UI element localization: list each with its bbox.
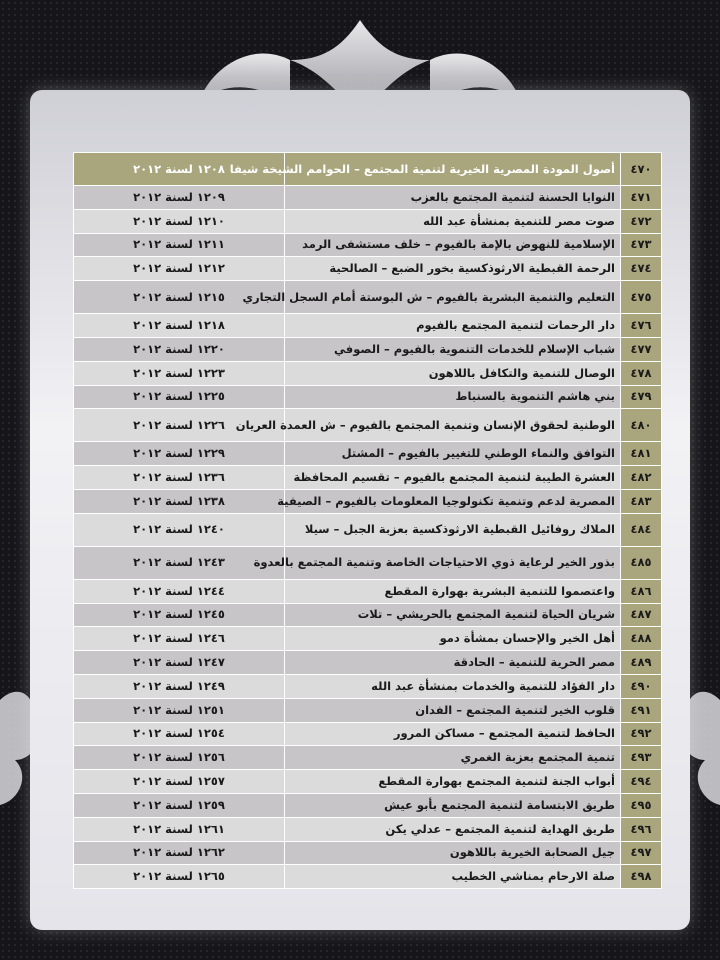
row-number: ٤٧٠ (621, 153, 662, 186)
organization-name: دار الرحمات لتنمية المجتمع بالفيوم (285, 314, 621, 338)
registration-number: ١٢٦٥ لسنة ٢٠١٢ (74, 865, 285, 889)
registration-number: ١٢١٠ لسنة ٢٠١٢ (74, 209, 285, 233)
organization-name: شريان الحياة لتنمية المجتمع بالحريشي – تلات (285, 603, 621, 627)
table-row (74, 674, 662, 698)
table-row (74, 627, 662, 651)
organization-name: الإسلامية للنهوض بالإمة بالفيوم – خلف مستشفى الرمد (285, 233, 621, 257)
table-row (74, 746, 662, 770)
registration-number: ١٢٠٩ لسنة ٢٠١٢ (74, 186, 285, 210)
registration-number: ١٢٤٣ لسنة ٢٠١٢ (74, 546, 285, 579)
registration-number: ١٢٣٨ لسنة ٢٠١٢ (74, 489, 285, 513)
registration-number: ١٢١٨ لسنة ٢٠١٢ (74, 314, 285, 338)
table-row (74, 603, 662, 627)
registration-number: ١٢٠٨ لسنة ٢٠١٢ (74, 153, 285, 186)
organization-name: التعليم والتنمية البشرية بالفيوم – ش البوستة أمام السجل التجاري (285, 281, 621, 314)
row-number: ٤٧٣ (621, 233, 662, 257)
registration-number: ١٢٦١ لسنة ٢٠١٢ (74, 817, 285, 841)
row-number: ٤٧٤ (621, 257, 662, 281)
organization-name: تنمية المجتمع بعزبة الغمري (285, 746, 621, 770)
registration-number: ١٢١٥ لسنة ٢٠١٢ (74, 281, 285, 314)
row-number: ٤٧٨ (621, 361, 662, 385)
table-row (74, 865, 662, 889)
row-number: ٤٧٧ (621, 337, 662, 361)
registration-number: ١٢٤٧ لسنة ٢٠١٢ (74, 651, 285, 675)
row-number: ٤٩٢ (621, 722, 662, 746)
row-number: ٤٧٦ (621, 314, 662, 338)
registration-number: ١٢١١ لسنة ٢٠١٢ (74, 233, 285, 257)
table-row (74, 651, 662, 675)
organization-name: طريق الابتسامة لتنمية المجتمع بأبو عيش (285, 793, 621, 817)
row-number: ٤٨٠ (621, 409, 662, 442)
registration-number: ١٢٢٥ لسنة ٢٠١٢ (74, 385, 285, 409)
table-row (74, 489, 662, 513)
row-number: ٤٩١ (621, 698, 662, 722)
row-number: ٤٨٨ (621, 627, 662, 651)
table-row (74, 817, 662, 841)
table-row (74, 546, 662, 579)
table-row (74, 257, 662, 281)
organization-name: دار الفؤاد للتنمية والخدمات بمنشأة عبد الله (285, 674, 621, 698)
organization-name: صلة الارحام بمناشي الخطيب (285, 865, 621, 889)
table-row (74, 442, 662, 466)
table-row (74, 698, 662, 722)
organization-name: مصر الحرية للتنمية – الحادقة (285, 651, 621, 675)
organization-name: أصول المودة المصرية الخيرية لتنمية المجتمع – الحوامم الشيخة شيفا (285, 153, 621, 186)
organizations-table (73, 152, 662, 889)
organization-name: الحافظ لتنمية المجتمع – مساكن المرور (285, 722, 621, 746)
organization-name: الملاك روفائيل القبطية الارثوذكسية بعزبة الجبل – سيلا (285, 513, 621, 546)
row-number: ٤٨٥ (621, 546, 662, 579)
organization-name: العشرة الطيبة لتنمية المجتمع بالفيوم – تقسيم المحافظة (285, 466, 621, 490)
row-number: ٤٧١ (621, 186, 662, 210)
registration-number: ١٢٢٣ لسنة ٢٠١٢ (74, 361, 285, 385)
table-row (74, 153, 662, 186)
registration-number: ١٢٢٩ لسنة ٢٠١٢ (74, 442, 285, 466)
registration-number: ١٢٥٧ لسنة ٢٠١٢ (74, 770, 285, 794)
table-row (74, 186, 662, 210)
organization-name: الرحمة القبطية الارثوذكسية بخور الضبع – الصالحية (285, 257, 621, 281)
table-row (74, 281, 662, 314)
organization-name: أبواب الجنة لتنمية المجتمع بهوارة المقطع (285, 770, 621, 794)
row-number: ٤٩٨ (621, 865, 662, 889)
table-row (74, 361, 662, 385)
row-number: ٤٧٢ (621, 209, 662, 233)
table-row (74, 579, 662, 603)
table-row (74, 209, 662, 233)
organization-name: بني هاشم التنموية بالسنباط (285, 385, 621, 409)
registration-number: ١٢١٢ لسنة ٢٠١٢ (74, 257, 285, 281)
row-number: ٤٨٢ (621, 466, 662, 490)
organization-name: قلوب الخير لتنمية المجتمع – الفدان (285, 698, 621, 722)
organization-name: أهل الخير والإحسان بمشأة دمو (285, 627, 621, 651)
row-number: ٤٨٣ (621, 489, 662, 513)
organization-name: بذور الخير لرعاية ذوي الاحتياجات الخاصة وتنمية المجتمع بالعدوة (285, 546, 621, 579)
organization-name: شباب الإسلام للخدمات التنموية بالفيوم – الصوفي (285, 337, 621, 361)
row-number: ٤٨٧ (621, 603, 662, 627)
row-number: ٤٧٩ (621, 385, 662, 409)
row-number: ٤٨١ (621, 442, 662, 466)
registration-number: ١٢٤٥ لسنة ٢٠١٢ (74, 603, 285, 627)
table-row (74, 793, 662, 817)
table-row (74, 337, 662, 361)
organization-name: صوت مصر للتنمية بمنشأة عبد الله (285, 209, 621, 233)
organization-name: التوافق والنماء الوطني للتغيير بالفيوم – المشتل (285, 442, 621, 466)
registration-number: ١٢٣٦ لسنة ٢٠١٢ (74, 466, 285, 490)
table-row (74, 385, 662, 409)
registration-number: ١٢٤٤ لسنة ٢٠١٢ (74, 579, 285, 603)
registration-number: ١٢٥٤ لسنة ٢٠١٢ (74, 722, 285, 746)
table-row (74, 409, 662, 442)
registration-number: ١٢٤٠ لسنة ٢٠١٢ (74, 513, 285, 546)
table-row (74, 233, 662, 257)
row-number: ٤٩٧ (621, 841, 662, 865)
row-number: ٤٩٦ (621, 817, 662, 841)
registration-number: ١٢٥٩ لسنة ٢٠١٢ (74, 793, 285, 817)
registration-number: ١٢٢٦ لسنة ٢٠١٢ (74, 409, 285, 442)
row-number: ٤٩٣ (621, 746, 662, 770)
row-number: ٤٧٥ (621, 281, 662, 314)
registration-number: ١٢٤٦ لسنة ٢٠١٢ (74, 627, 285, 651)
table-row (74, 722, 662, 746)
table-row (74, 513, 662, 546)
organization-name: المصرية لدعم وتنمية تكنولوجيا المعلومات بالفيوم – الصيفية (285, 489, 621, 513)
row-number: ٤٩٤ (621, 770, 662, 794)
row-number: ٤٨٤ (621, 513, 662, 546)
organization-name: النوايا الحسنة لتنمية المجتمع بالعزب (285, 186, 621, 210)
registration-number: ١٢٥٦ لسنة ٢٠١٢ (74, 746, 285, 770)
table-row (74, 841, 662, 865)
organization-name: الوطنية لحقوق الإنسان وتنمية المجتمع بالفيوم – ش العمدة العريان (285, 409, 621, 442)
organization-name: طريق الهداية لتنمية المجتمع – عدلي يكن (285, 817, 621, 841)
organization-name: الوصال للتنمية والتكافل باللاهون (285, 361, 621, 385)
organization-name: جيل الصحابة الخيرية باللاهون (285, 841, 621, 865)
row-number: ٤٩٠ (621, 674, 662, 698)
row-number: ٤٨٩ (621, 651, 662, 675)
registration-number: ١٢٤٩ لسنة ٢٠١٢ (74, 674, 285, 698)
table-row (74, 314, 662, 338)
registration-number: ١٢٢٠ لسنة ٢٠١٢ (74, 337, 285, 361)
row-number: ٤٩٥ (621, 793, 662, 817)
registration-number: ١٢٦٢ لسنة ٢٠١٢ (74, 841, 285, 865)
organization-name: واعتصموا للتنمية البشرية بهوارة المقطع (285, 579, 621, 603)
table-row (74, 770, 662, 794)
table-row (74, 466, 662, 490)
registration-number: ١٢٥١ لسنة ٢٠١٢ (74, 698, 285, 722)
row-number: ٤٨٦ (621, 579, 662, 603)
